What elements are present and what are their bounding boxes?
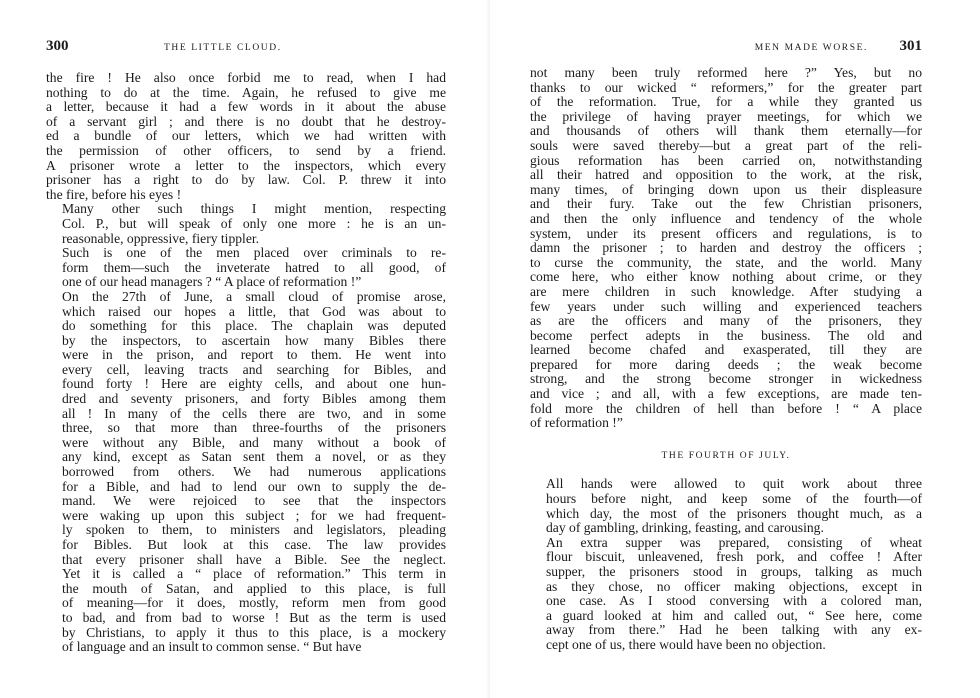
text-line: A prisoner wrote a letter to the inspectors, which every	[46, 157, 446, 173]
text-line: not many been truly reformed here ?” Yes, but no	[530, 65, 922, 80]
text-line: every cell, leaving tracts and searching for Bibles, and	[62, 361, 446, 377]
text-line: system, under its present officers and regulations, is to	[530, 225, 922, 241]
text-line: which day, the most of the prisoners thought much, as a	[546, 505, 922, 521]
text-line: any kind, except as Satan sent them a novel, or as they	[62, 449, 446, 465]
text-line: to curse the community, the state, and the world. Many	[530, 254, 922, 270]
text-line: few years under such willing and experienced teachers	[530, 298, 922, 314]
text-line: of meaning—for it does, mostly, reform men from good	[62, 595, 446, 611]
text-line: cept one of us, there would have been no objection.	[546, 636, 826, 652]
text-line: hours before night, and keep some of the fourth—of	[546, 491, 922, 507]
text-line: become perfect adepts in the business. The old and	[530, 327, 922, 343]
text-line: are mere children in such knowledge. After studying a	[530, 283, 922, 299]
right-page	[490, 0, 980, 698]
text-line: learned become chafed and exasperated, till they are	[530, 342, 922, 358]
left-page-number: 300	[46, 38, 69, 54]
text-line: All hands were allowed to quit work about three	[546, 476, 922, 492]
text-line: a guard looked at him and called out, “ See here, come	[546, 607, 922, 623]
text-line: dred and seventy prisoners, and forty Bibles among them	[62, 391, 446, 407]
paragraph	[530, 536, 922, 653]
text-line: borrowed from others. We had numerous applications	[62, 464, 446, 480]
text-line: fold more the children of hell than before ! “ A place	[530, 400, 922, 416]
right-body-after-section	[530, 477, 922, 652]
text-line: all their hatred and opposition to the work, at the risk,	[530, 167, 922, 183]
text-line: and their fury. Take out the few Christian prisoners,	[530, 196, 922, 212]
text-line: and vice ; and all, with a few exceptions, are made ten-	[530, 386, 922, 402]
paragraph	[46, 290, 446, 655]
text-line: of a servant girl ; and there is no doubt that he destroy-	[46, 113, 446, 129]
text-line: the privilege of having prayer meetings, for which we	[530, 108, 922, 124]
text-line: and then the only influence and tendency of the whole	[530, 210, 922, 226]
text-line: one case. As I stood conversing with a colored man,	[546, 593, 922, 609]
section-heading: THE FOURTH OF JULY.	[661, 450, 791, 461]
text-line: found forty ! Here are eighty cells, and about one hun-	[62, 376, 446, 392]
text-line: for a Bible, and had to lend our own to supply the de-	[62, 478, 446, 494]
paragraph	[530, 66, 922, 431]
text-line: of reformation !”	[530, 415, 623, 431]
paragraph	[530, 477, 922, 535]
text-line: many times, of bringing down upon us their displeasure	[530, 181, 922, 197]
text-line: strong, and the strong become stronger in wickedness	[530, 371, 922, 387]
right-running-head	[530, 38, 922, 58]
paragraph	[46, 71, 446, 202]
right-running-title: MEN MADE WORSE.	[754, 43, 868, 53]
text-line: three, so that more than three-fourths of the prisoners	[62, 420, 446, 436]
text-line: On the 27th of June, a small cloud of promise arose,	[62, 288, 446, 304]
text-line: one of our head managers ? “ A place of reformation !”	[62, 274, 362, 290]
text-line: as are the officers and many of the prisoners, they	[530, 313, 922, 329]
text-line: were in the prison, and report to them. He went into	[62, 347, 446, 363]
right-page-number: 301	[899, 38, 922, 54]
right-body-before-section	[530, 66, 922, 431]
text-line: and thousands of others will thank them eternally—for	[530, 123, 922, 139]
text-line: all ! In many of the cells there are two, and in some	[62, 405, 446, 421]
text-line: the fire ! He also once forbid me to read, when I had	[46, 70, 446, 85]
text-line: do something for this place. The chaplain was deputed	[62, 318, 446, 334]
text-line: away from there.” Had he been talking with any ex-	[546, 622, 922, 638]
text-line: day of gambling, drinking, feasting, and carousing.	[546, 520, 824, 536]
text-line: prepared for more daring deeds ; the weak become	[530, 356, 922, 372]
text-line: flour biscuit, unleavened, fresh pork, and coffee ! After	[546, 549, 922, 565]
text-line: thanks to our wicked “ reformers,” for the greater part	[530, 79, 922, 95]
left-running-head	[46, 38, 446, 58]
text-line: Such is one of the men placed over criminals to re-	[62, 245, 446, 261]
text-line: mand. We were rejoiced to see that the inspectors	[62, 493, 446, 509]
text-line: a letter, because it had a few words in it about the abuse	[46, 99, 446, 115]
text-line: the fire, before his eyes !	[46, 186, 182, 202]
text-line: of the reformation. True, for a while they granted us	[530, 94, 922, 110]
left-running-title: THE LITTLE CLOUD.	[164, 43, 282, 53]
text-line: An extra supper was prepared, consisting of wheat	[546, 534, 922, 550]
text-line: which raised our hopes a little, that God was about to	[62, 303, 446, 319]
text-line: nothing to do at the time. Again, he refused to give me	[46, 84, 446, 100]
text-line: for Bibles. But look at this case. The law provides	[62, 537, 446, 552]
text-line: supper, the prisoners stood in groups, talking as much	[546, 564, 922, 579]
left-page-body	[46, 71, 446, 655]
paragraph	[46, 202, 446, 246]
text-line: souls were saved thereby—but a great part of the reli-	[530, 137, 922, 153]
text-line: form them—such the inveterate hatred to all good, of	[62, 259, 446, 275]
text-line: ed a bundle of our letters, which we had written with	[46, 128, 446, 144]
text-line: as they chose, no officer making objections, except in	[546, 578, 922, 594]
text-line: Yet it is called a “ place of reformation.” This term in	[62, 566, 446, 582]
text-line: damn the prisoner ; to harden and destroy the officers ;	[530, 240, 922, 256]
right-page-body	[530, 66, 922, 653]
text-line: the permission of other officers, to send by a friend.	[46, 142, 446, 158]
text-line: were without any Bible, and many without a book of	[62, 434, 446, 450]
text-line: gious reformation has been carried on, notwithstanding	[530, 152, 922, 168]
text-line: by the inspectors, to ascertain how many Bibles there	[62, 332, 446, 348]
text-line: ly spoken to them, to ministers and legislators, pleading	[62, 522, 446, 538]
text-line: reasonable, oppressive, fiery tippler.	[62, 230, 260, 246]
text-line: come here, who either know nothing about crime, or they	[530, 269, 922, 285]
text-line: Many other such things I might mention, respecting	[62, 201, 446, 217]
text-line: prisoner has a right to do by law. Col. P. threw it into	[46, 172, 446, 188]
text-line: were waking up upon this subject ; for we had frequent-	[62, 507, 446, 523]
text-line: the mouth of Satan, and applied to this place, is full	[62, 580, 446, 596]
text-line: Col. P., but will speak of only one more : he is an un-	[62, 215, 446, 231]
text-line: to bad, and from bad to worse ! But as the term is used	[62, 609, 446, 625]
text-line: by Christians, to apply it thus to this place, is a mockery	[62, 624, 446, 640]
text-line: of language and an insult to common sense. “ But have	[62, 639, 362, 655]
paragraph	[46, 246, 446, 290]
text-line: that every prisoner shall have a Bible. See the neglect.	[62, 551, 446, 567]
